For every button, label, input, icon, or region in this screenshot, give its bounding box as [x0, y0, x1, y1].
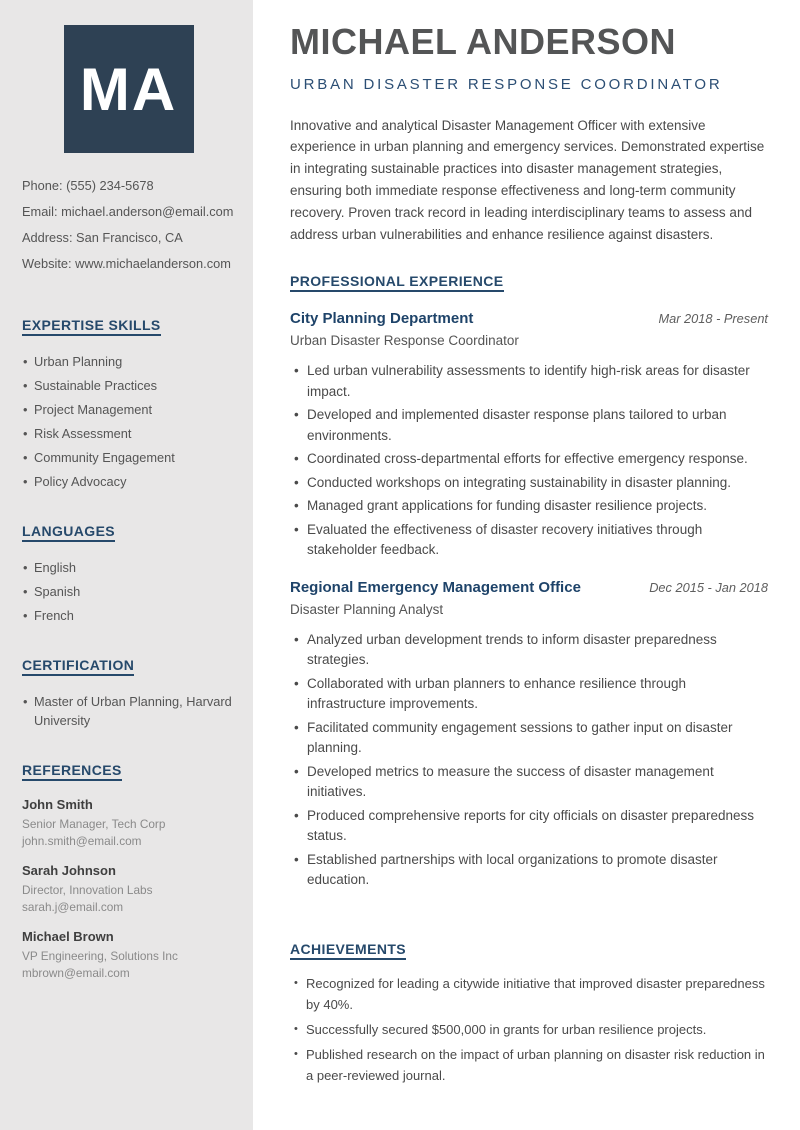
- achievement-bullet: • Recognized for leading a citywide initiative that improved disaster preparedness by 40%.: [290, 973, 768, 1015]
- job-bullet: • Facilitated community engagement sessions to gather input on disaster planning.: [290, 718, 768, 759]
- job-bullet: • Produced comprehensive reports for city officials on disaster preparedness status.: [290, 806, 768, 847]
- company-name: City Planning Department: [290, 310, 474, 328]
- monogram-avatar: [64, 25, 194, 153]
- language-item: • Spanish: [22, 582, 235, 601]
- job-header: [290, 310, 768, 327]
- achievements-list: [290, 973, 768, 1086]
- reference-entry: [22, 797, 235, 850]
- main-content: [253, 0, 800, 1130]
- contact-info: [22, 173, 235, 277]
- section-heading-achievements: ACHIEVEMENTS: [290, 941, 406, 960]
- professional-title: URBAN DISASTER RESPONSE COORDINATOR: [290, 75, 723, 93]
- reference-entry: [22, 929, 235, 982]
- sidebar: [0, 0, 253, 1130]
- job-bullet: • Conducted workshops on integrating sustainability in disaster planning.: [290, 473, 768, 494]
- languages-list: [22, 558, 235, 625]
- certification-list: [22, 692, 235, 730]
- skill-item: • Urban Planning: [22, 352, 235, 371]
- job-dates: Dec 2015 - Jan 2018: [649, 579, 768, 595]
- skill-item: • Community Engagement: [22, 448, 235, 467]
- contact-phone: Phone: (555) 234-5678: [22, 178, 154, 193]
- job-bullet: • Developed metrics to measure the success of disaster management initiatives.: [290, 762, 768, 803]
- contact-address: Address: San Francisco, CA: [22, 230, 183, 245]
- summary-paragraph: Innovative and analytical Disaster Management Officer with extensive experience in urban planning and emergency services. Demonstrated expertise in integrating sustainable practices into disaster management strategies, ensuring both immediate response effectiveness and long-term community recovery. Proven track record in leading interdisciplinary teams to assess and address urban vulnerabilities and enhance resilience against disasters.: [290, 117, 765, 242]
- contact-email: Email: michael.anderson@email.com: [22, 204, 234, 219]
- skill-item: • Project Management: [22, 400, 235, 419]
- job-bullet: • Coordinated cross-departmental efforts for effective emergency response.: [290, 449, 768, 470]
- reference-email: john.smith@email.com: [22, 834, 142, 848]
- reference-name: John Smith: [22, 797, 93, 812]
- reference-name: Michael Brown: [22, 929, 114, 944]
- job-bullet: • Managed grant applications for funding disaster resilience projects.: [290, 496, 768, 517]
- reference-entry: [22, 863, 235, 916]
- job-bullet: • Developed and implemented disaster response plans tailored to urban environments.: [290, 405, 768, 446]
- job-role: Disaster Planning Analyst: [290, 601, 444, 617]
- reference-role: Senior Manager, Tech Corp: [22, 817, 166, 831]
- language-item: • French: [22, 606, 235, 625]
- reference-role: VP Engineering, Solutions Inc: [22, 949, 178, 963]
- job-dates: Mar 2018 - Present: [658, 311, 768, 327]
- reference-email: mbrown@email.com: [22, 966, 130, 980]
- job-header: [290, 579, 768, 596]
- contact-website: Website: www.michaelanderson.com: [22, 256, 231, 271]
- section-heading-references: REFERENCES: [22, 762, 122, 781]
- job-bullet: • Established partnerships with local organizations to promote disaster education.: [290, 850, 768, 891]
- job-entry: [290, 579, 768, 891]
- skill-item: • Policy Advocacy: [22, 472, 235, 491]
- job-role: Urban Disaster Response Coordinator: [290, 333, 519, 349]
- skill-item: • Risk Assessment: [22, 424, 235, 443]
- job-entry: [290, 310, 768, 561]
- job-bullet: • Analyzed urban development trends to inform disaster preparedness strategies.: [290, 630, 768, 671]
- job-bullet: • Collaborated with urban planners to enhance resilience through infrastructure improvements.: [290, 674, 768, 715]
- achievement-bullet: • Successfully secured $500,000 in grants for urban resilience projects.: [290, 1019, 768, 1040]
- section-heading-expertise-skills: EXPERTISE SKILLS: [22, 317, 161, 336]
- section-heading-professional-experience: PROFESSIONAL EXPERIENCE: [290, 273, 504, 292]
- job-bullet: • Led urban vulnerability assessments to identify high-risk areas for disaster impact.: [290, 361, 768, 402]
- expertise-skills-list: [22, 352, 235, 491]
- language-item: • English: [22, 558, 235, 577]
- job-bullet-list: [290, 630, 768, 891]
- job-bullet-list: [290, 361, 768, 561]
- reference-email: sarah.j@email.com: [22, 900, 124, 914]
- monogram-initials: MA: [79, 55, 178, 123]
- page-title-name: MICHAEL ANDERSON: [290, 21, 677, 62]
- job-bullet: • Evaluated the effectiveness of disaster recovery initiatives through stakeholder feedback.: [290, 520, 768, 561]
- section-heading-certification: CERTIFICATION: [22, 657, 134, 676]
- achievement-bullet: • Published research on the impact of urban planning on disaster risk reduction in a peer-reviewed journal.: [290, 1044, 768, 1086]
- company-name: Regional Emergency Management Office: [290, 578, 581, 596]
- certification-item: • Master of Urban Planning, Harvard University: [22, 692, 235, 730]
- reference-name: Sarah Johnson: [22, 863, 116, 878]
- skill-item: • Sustainable Practices: [22, 376, 235, 395]
- section-heading-languages: LANGUAGES: [22, 523, 115, 542]
- reference-role: Director, Innovation Labs: [22, 883, 153, 897]
